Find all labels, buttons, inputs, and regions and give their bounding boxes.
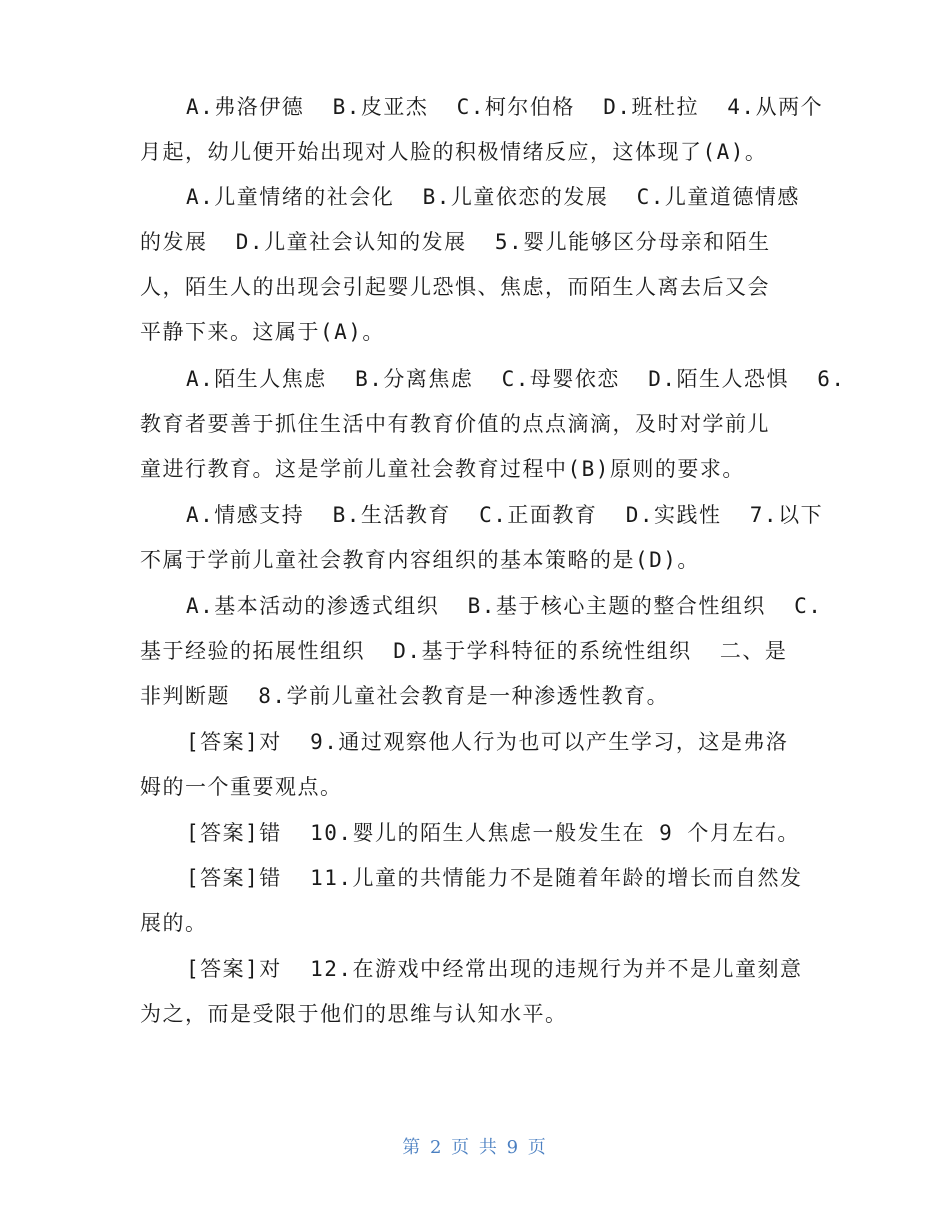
text-line: [答案]对 12.在游戏中经常出现的违规行为并不是儿童刻意: [186, 957, 803, 981]
text-line: 平静下来。这属于(A)。: [140, 320, 385, 344]
text-line: A.基本活动的渗透式组织 B.基于核心主题的整合性组织 C.: [186, 594, 823, 618]
text-line: [答案]错 11.儿童的共情能力不是随着年龄的增长而自然发: [186, 866, 803, 890]
text-line: A.弗洛伊德 B.皮亚杰 C.柯尔伯格 D.班杜拉 4.从两个: [186, 95, 824, 119]
text-line: 展的。: [140, 911, 208, 935]
page-number-footer: 第 2 页 共 9 页: [402, 1137, 548, 1158]
text-line: 为之，而是受限于他们的思维与认知水平。: [140, 1002, 568, 1026]
text-line: 的发展 D.儿童社会认知的发展 5.婴儿能够区分母亲和陌生: [140, 230, 771, 254]
text-line: A.陌生人焦虑 B.分离焦虑 C.母婴依恋 D.陌生人恐惧 6.: [186, 367, 846, 391]
text-line: 童进行教育。这是学前儿童社会教育过程中(B)原则的要求。: [140, 457, 745, 481]
text-line: 姆的一个重要观点。: [140, 775, 343, 799]
text-line: 基于经验的拓展性组织 D.基于学科特征的系统性组织 二、是: [140, 639, 788, 663]
text-line: [答案]错 10.婴儿的陌生人焦虑一般发生在 9 个月左右。: [186, 821, 800, 845]
text-line: [答案]对 9.通过观察他人行为也可以产生学习，这是弗洛: [186, 730, 789, 754]
text-line: A.儿童情绪的社会化 B.儿童依恋的发展 C.儿童道德情感: [186, 185, 800, 209]
text-line: 人，陌生人的出现会引起婴儿恐惧、焦虑，而陌生人离去后又会: [140, 275, 770, 299]
text-line: 月起，幼儿便开始出现对人脸的积极情绪反应，这体现了(A)。: [140, 140, 768, 164]
text-line: A.情感支持 B.生活教育 C.正面教育 D.实践性 7.以下: [186, 503, 824, 527]
text-line: 不属于学前儿童社会教育内容组织的基本策略的是(D)。: [140, 548, 700, 572]
text-line: 教育者要善于抓住生活中有教育价值的点点滴滴，及时对学前儿: [140, 412, 770, 436]
text-line: 非判断题 8.学前儿童社会教育是一种渗透性教育。: [140, 684, 670, 708]
